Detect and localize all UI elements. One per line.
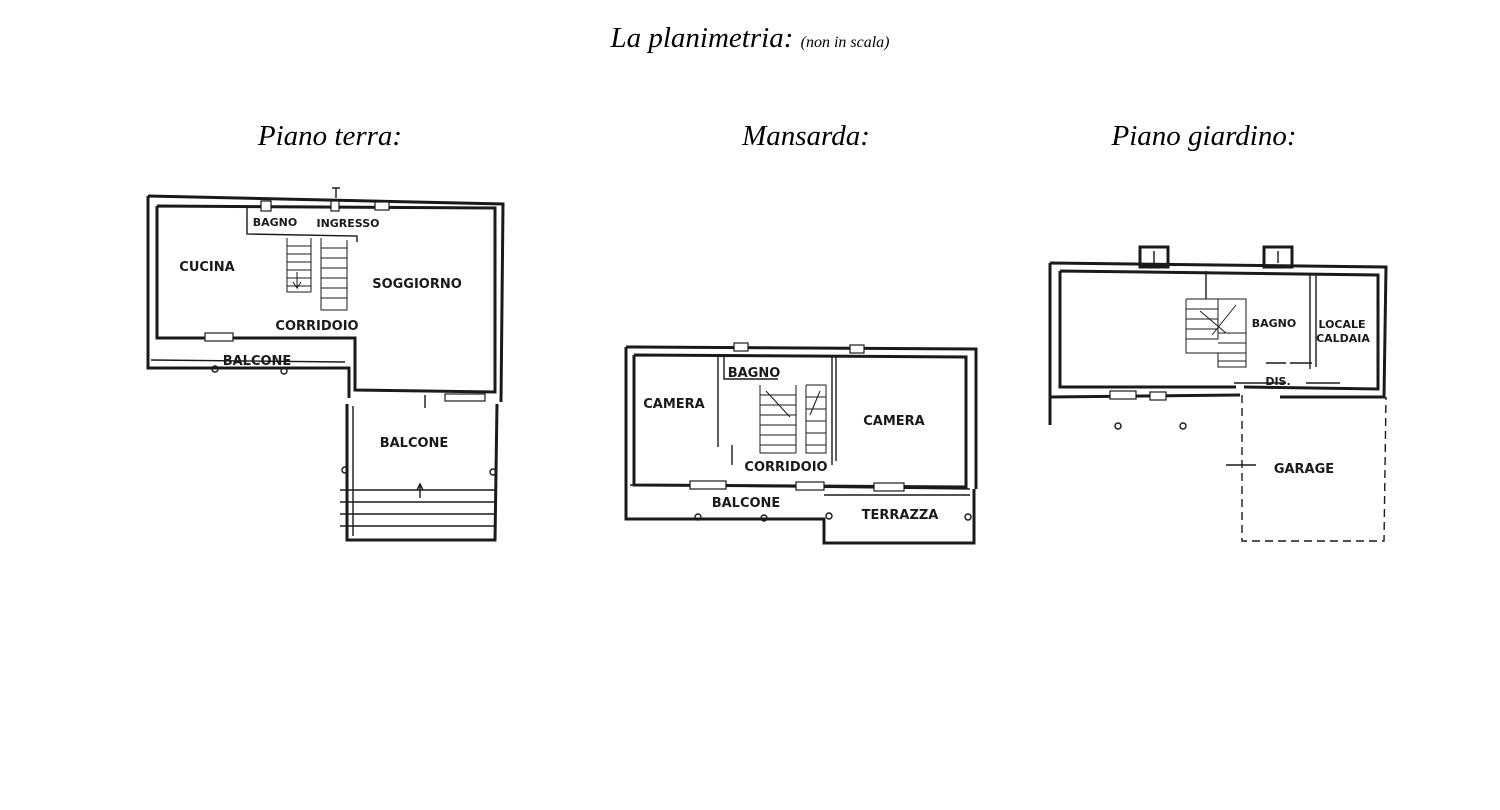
post-mark (1180, 423, 1186, 429)
room-label-corridoio: CORRIDOIO (275, 319, 359, 334)
window-mark (690, 481, 726, 489)
window-mark (796, 482, 824, 490)
room-label-corridoio: CORRIDOIO (744, 460, 828, 475)
room-label-bagno: BAGNO (1251, 317, 1297, 330)
piano-giardino-windows (1110, 251, 1278, 465)
post-mark (965, 514, 971, 520)
room-label-caldaia: CALDAIA (1316, 332, 1370, 345)
room-label-soggiorno: SOGGIORNO (372, 277, 462, 292)
window-mark (874, 483, 904, 491)
room-label-bagno: BAGNO (727, 366, 781, 381)
page-title-text: La planimetria: (610, 22, 794, 54)
window-mark (1110, 391, 1136, 399)
window-mark (1150, 392, 1166, 400)
room-label-balcone: BALCONE (711, 496, 781, 511)
room-label-cucina: CUCINA (179, 260, 235, 275)
window-mark (445, 394, 485, 401)
room-label-camera: CAMERA (863, 414, 925, 429)
plan-title-piano-terra: Piano terra: (257, 120, 403, 152)
room-label-locale: LOCALE (1318, 318, 1366, 331)
piano-giardino-walls (1050, 247, 1386, 541)
mansarda-stairs (760, 385, 826, 453)
window-mark (734, 343, 748, 351)
room-label-garage: GARAGE (1273, 462, 1335, 477)
window-mark (205, 333, 233, 341)
post-mark (1115, 423, 1121, 429)
room-label-bagno: BAGNO (252, 216, 298, 229)
room-label-ingresso: INGRESSO (316, 217, 380, 230)
room-label-balcone: BALCONE (379, 436, 449, 451)
window-mark (850, 345, 864, 353)
window-mark (331, 201, 339, 211)
page-title (0, 22, 1500, 55)
plan-title-mansarda: Mansarda: (742, 120, 870, 152)
room-label-terrazza: TERRAZZA (861, 508, 939, 523)
window-mark (375, 202, 389, 210)
plan-title-piano-giardino: Piano giardino: (1111, 120, 1297, 152)
window-mark (261, 201, 271, 211)
room-label-camera: CAMERA (643, 397, 705, 412)
page-title-note: (non in scala) (800, 34, 890, 51)
piano-giardino-stairs (1186, 299, 1246, 367)
post-mark (826, 513, 832, 519)
piano-terra-stairs (287, 238, 347, 310)
floorplan-piano-giardino (1040, 235, 1400, 555)
floorplan-mansarda (620, 335, 990, 555)
floorplan-piano-terra (135, 180, 535, 550)
room-label-balcone: BALCONE (222, 354, 292, 369)
room-label-dis: DIS. (1265, 375, 1291, 388)
